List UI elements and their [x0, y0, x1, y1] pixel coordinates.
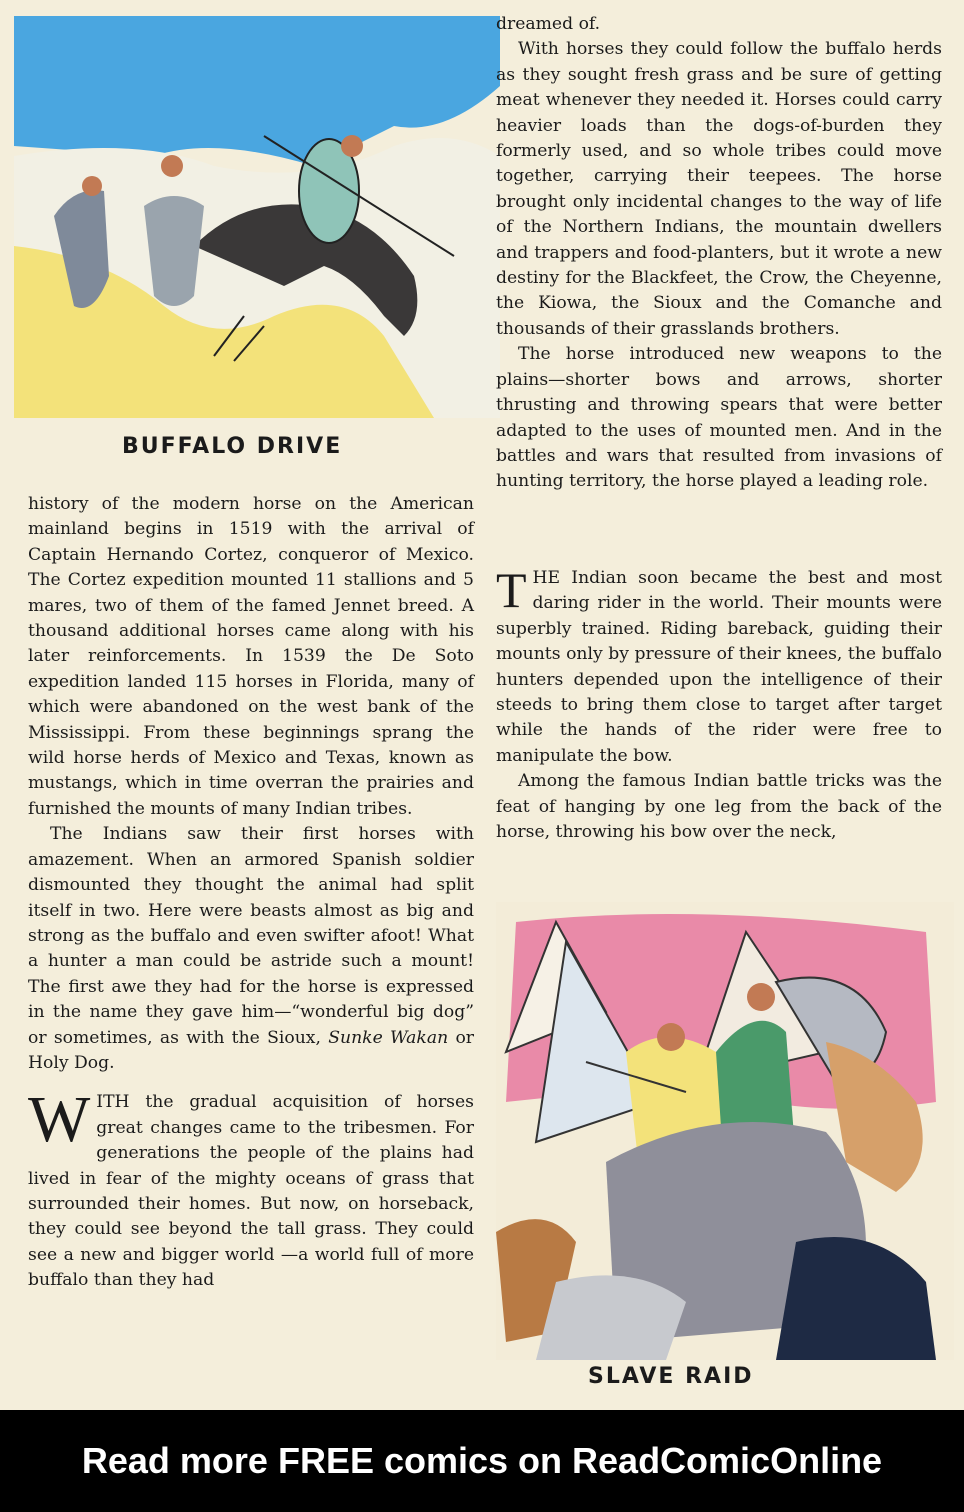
paragraph: Among the famous Indian battle tricks was the feat of hanging by one leg from the back of the horse, throwing his bow over the neck, — [496, 771, 942, 843]
buffalo-drive-illustration — [14, 16, 500, 418]
paragraph: With horses they could follow the buffalo herds as they sought fresh grass and be sure of getting meat whenever they needed it. Horses could carry heavier loads than the dogs-of-burden they formerly used, and so whole tribes could move together, carrying their teepees. The horse brought only incidental changes to the way of life of the Northern Indians, the mountain dwellers and trappers and food-planters, but it wrote a new destiny for the Blackfeet, the Crow, the Cheyenne, the Kiowa, the Sioux and the Comanche and thousands of their grasslands brothers. — [496, 39, 942, 339]
paragraph: THE Indian soon became the best and most daring rider in the world. Their mounts were superbly trained. Riding bareback, guiding their mounts only by pressure of their knees, the buffalo hunters depended upon the intelligence of their steeds to bring them close to target after target while the hands of the rider were free to manipulate the bow. — [496, 562, 942, 766]
paragraph: history of the modern horse on the American mainland begins in 1519 with the arrival of Captain Hernando Cortez, conqueror of Mexico. The Cortez expedition mounted 11 stallions and 5 mares, two of them of the famed Jennet breed. A thousand additional horses came along with his later reinforcements. In 1539 the De Soto expedition landed 115 horses in Florida, many of which were abandoned on the west bank of the Mississippi. From these beginnings sprang the wild horse herds of Mexico and Texas, known as mustangs, which in time overran the prairies and furnished the mounts of many Indian tribes. — [28, 494, 474, 819]
drop-cap: W — [28, 1083, 91, 1157]
paragraph: The Indians saw their first horses with amazement. When an armored Spanish soldier dismounted they thought the animal had split itself in two. Here were beasts almost as big and strong as the buffalo and even swifter afoot! What a hunter a man could be astride such a mount! The first awe they had for the horse is expressed in the name they gave him—“wonderful big dog” or sometimes, as with the Sioux, Sunke Wakan or Holy Dog. — [28, 824, 475, 1073]
promo-banner[interactable] — [0, 1410, 964, 1512]
left-column — [28, 492, 474, 1294]
paragraph: The horse introduced new weapons to the plains—shorter bows and arrows, shorter thrusting and throwing spears that were better adapted to the uses of mounted men. And in the battles and wars that resulted from invasions of hunting territory, the horse played a leading role. — [496, 344, 942, 492]
buffalo-drive-caption: BUFFALO DRIVE — [122, 434, 343, 459]
drop-cap: T — [496, 562, 527, 618]
paragraph: WITH the gradual acquisition of horses great changes came to the tribesmen. For generations the people of the plains had lived in fear of the mighty oceans of grass that surrounded their homes. But now, on horseback, they could see beyond the tall grass. They could see a new and bigger world —a world full of more buffalo than they had — [28, 1083, 474, 1291]
right-column-middle — [496, 562, 942, 845]
promo-banner-text[interactable]: Read more FREE comics on ReadComicOnline — [81, 1440, 883, 1481]
slave-raid-caption: SLAVE RAID — [588, 1364, 754, 1389]
right-column-top — [496, 12, 942, 495]
slave-raid-illustration — [496, 902, 954, 1360]
paragraph: dreamed of. — [496, 14, 601, 34]
